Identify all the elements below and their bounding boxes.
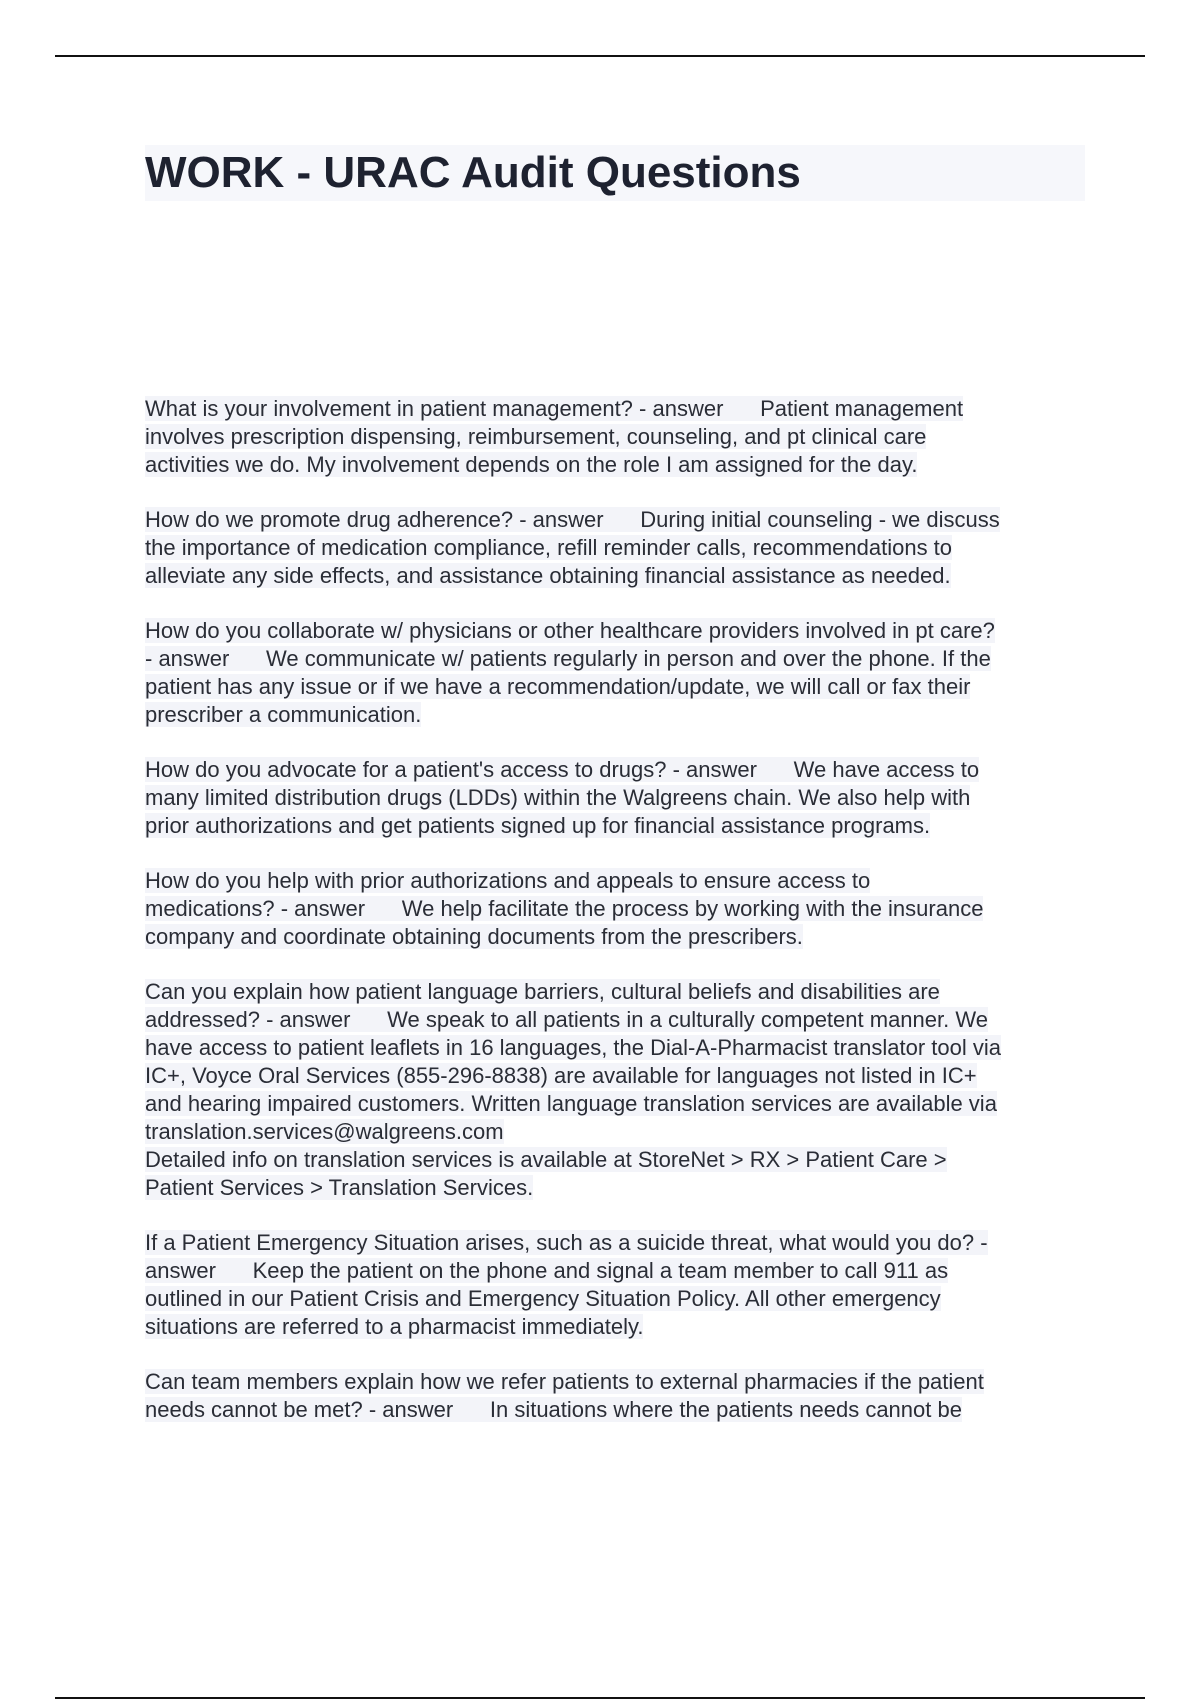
bottom-rule <box>55 1697 1145 1699</box>
qa-line-text: How do you advocate for a patient's access to drugs? - answer We have access to <box>145 757 980 782</box>
qa-item <box>145 506 1095 590</box>
qa-line-text: and hearing impaired customers. Written language translation services are available via <box>145 1091 997 1116</box>
qa-line <box>145 1396 1095 1424</box>
qa-line <box>145 1146 1095 1174</box>
qa-line <box>145 701 1095 729</box>
qa-item <box>145 617 1095 729</box>
qa-line <box>145 756 1095 784</box>
qa-line-text: prescriber a communication. <box>145 702 422 727</box>
qa-line-text: company and coordinate obtaining documents from the prescribers. <box>145 924 803 949</box>
qa-line-text: many limited distribution drugs (LDDs) within the Walgreens chain. We also help with <box>145 785 971 810</box>
qa-line-text: How do you help with prior authorizations and appeals to ensure access to <box>145 868 871 893</box>
qa-line-text: - answer We communicate w/ patients regularly in person and over the phone. If the <box>145 646 991 671</box>
qa-line-text: How do you collaborate w/ physicians or other healthcare providers involved in pt care? <box>145 618 995 643</box>
qa-line-text: translation.services@walgreens.com <box>145 1119 504 1144</box>
qa-line <box>145 1174 1095 1202</box>
qa-line <box>145 673 1095 701</box>
qa-line-text: the importance of medication compliance, refill reminder calls, recommendations to <box>145 535 953 560</box>
qa-line <box>145 1313 1095 1341</box>
qa-line <box>145 1062 1095 1090</box>
qa-line <box>145 395 1095 423</box>
qa-line-text: What is your involvement in patient management? - answer Patient management <box>145 396 964 421</box>
qa-line <box>145 1090 1095 1118</box>
qa-line <box>145 1257 1095 1285</box>
qa-line <box>145 1006 1095 1034</box>
qa-line <box>145 451 1095 479</box>
qa-line <box>145 617 1095 645</box>
qa-line <box>145 645 1095 673</box>
qa-line-text: medications? - answer We help facilitate the process by working with the insurance <box>145 896 984 921</box>
qa-item <box>145 867 1095 951</box>
qa-item <box>145 395 1095 479</box>
qa-line <box>145 1034 1095 1062</box>
qa-item <box>145 978 1095 1202</box>
qa-line-text: If a Patient Emergency Situation arises, such as a suicide threat, what would you do? - <box>145 1230 988 1255</box>
qa-line-text: activities we do. My involvement depends on the role I am assigned for the day. <box>145 452 918 477</box>
qa-item <box>145 756 1095 840</box>
qa-line-text: Can team members explain how we refer patients to external pharmacies if the patient <box>145 1369 984 1394</box>
qa-line <box>145 923 1095 951</box>
qa-line <box>145 1285 1095 1313</box>
qa-line <box>145 1229 1095 1257</box>
qa-line <box>145 1368 1095 1396</box>
qa-item <box>145 1229 1095 1341</box>
qa-line <box>145 784 1095 812</box>
qa-line-text: Detailed info on translation services is available at StoreNet > RX > Patient Care > <box>145 1147 947 1172</box>
qa-item <box>145 1368 1095 1424</box>
qa-line <box>145 978 1095 1006</box>
qa-line-text: outlined in our Patient Crisis and Emergency Situation Policy. All other emergency <box>145 1286 941 1311</box>
qa-line-text: Patient Services > Translation Services. <box>145 1175 534 1200</box>
document-title: WORK - URAC Audit Questions <box>145 145 1085 201</box>
qa-line-text: answer Keep the patient on the phone and signal a team member to call 911 as <box>145 1258 949 1283</box>
qa-line-text: Can you explain how patient language barriers, cultural beliefs and disabilities are <box>145 979 940 1004</box>
qa-line <box>145 562 1095 590</box>
qa-line-text: IC+, Voyce Oral Services (855-296-8838) are available for languages not listed in IC+ <box>145 1063 977 1088</box>
qa-line <box>145 812 1095 840</box>
qa-line-text: patient has any issue or if we have a recommendation/update, we will call or fax their <box>145 674 971 699</box>
qa-line-text: have access to patient leaflets in 16 languages, the Dial-A-Pharmacist translator tool via <box>145 1035 1002 1060</box>
qa-line <box>145 867 1095 895</box>
qa-line-text: prior authorizations and get patients signed up for financial assistance programs. <box>145 813 931 838</box>
qa-line <box>145 423 1095 451</box>
qa-line-text: How do we promote drug adherence? - answer During initial counseling - we discuss <box>145 507 1000 532</box>
qa-line-text: addressed? - answer We speak to all patients in a culturally competent manner. We <box>145 1007 988 1032</box>
qa-line <box>145 1118 1095 1146</box>
qa-line-text: alleviate any side effects, and assistance obtaining financial assistance as needed. <box>145 563 951 588</box>
qa-line <box>145 506 1095 534</box>
qa-line <box>145 534 1095 562</box>
qa-line <box>145 895 1095 923</box>
top-rule <box>55 55 1145 57</box>
qa-list <box>145 395 1095 1451</box>
qa-line-text: situations are referred to a pharmacist immediately. <box>145 1314 644 1339</box>
qa-line-text: needs cannot be met? - answer In situations where the patients needs cannot be <box>145 1397 962 1422</box>
qa-line-text: involves prescription dispensing, reimbursement, counseling, and pt clinical care <box>145 424 927 449</box>
